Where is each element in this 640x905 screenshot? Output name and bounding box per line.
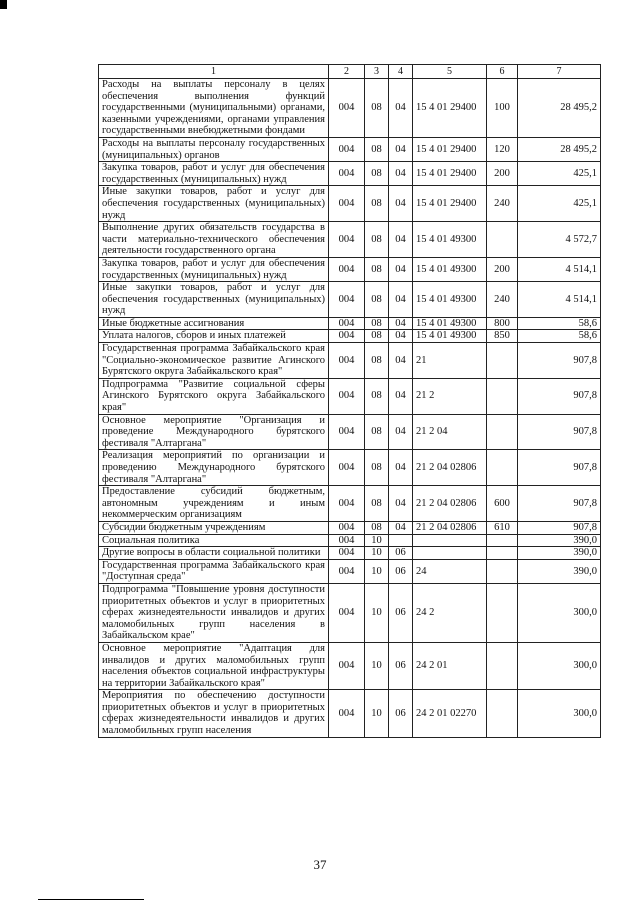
amount-cell: 58,6: [518, 317, 601, 330]
section-cell: 08: [365, 450, 389, 486]
amount-cell: 907,8: [518, 486, 601, 522]
row-name-cell: Мероприятия по обеспечению доступности приоритетных объектов и услуг в приоритетных сферах жизнедеятельности инвалидов и других маломобильных групп населения: [99, 690, 329, 737]
expense-type-cell: [487, 534, 518, 547]
section-cell: 08: [365, 486, 389, 522]
subsection-cell: 04: [389, 450, 413, 486]
header-cell-7: 7: [518, 65, 601, 79]
amount-cell: 907,8: [518, 450, 601, 486]
amount-cell: 28 495,2: [518, 79, 601, 138]
table-row: [99, 642, 601, 689]
row-name-cell: Иные закупки товаров, работ и услуг для обеспечения государственных (муниципальных) нужд: [99, 282, 329, 318]
expense-type-cell: [487, 642, 518, 689]
table-row: [99, 521, 601, 534]
table-row: [99, 343, 601, 379]
table-row: [99, 257, 601, 281]
expense-type-cell: 600: [487, 486, 518, 522]
section-cell: 10: [365, 690, 389, 737]
expense-type-cell: [487, 690, 518, 737]
header-row: [99, 65, 601, 79]
target-item-cell: 15 4 01 29400: [413, 186, 487, 222]
table-row: [99, 137, 601, 161]
subsection-cell: 06: [389, 547, 413, 560]
row-name-cell: Субсидии бюджетным учреждениям: [99, 521, 329, 534]
row-name-cell: Расходы на выплаты персоналу в целях обеспечения выполнения функций государственными (муниципальными) органами, казенными учреждениями, органами управления государственными внебюджетными фондами: [99, 79, 329, 138]
amount-cell: 58,6: [518, 330, 601, 343]
expense-type-cell: [487, 547, 518, 560]
amount-cell: 907,8: [518, 378, 601, 414]
expense-type-cell: 800: [487, 317, 518, 330]
subsection-cell: 04: [389, 521, 413, 534]
section-cell: 10: [365, 547, 389, 560]
ministry-code-cell: 004: [329, 222, 365, 258]
section-cell: 08: [365, 330, 389, 343]
expense-type-cell: 850: [487, 330, 518, 343]
subsection-cell: 04: [389, 330, 413, 343]
section-cell: 08: [365, 137, 389, 161]
subsection-cell: [389, 534, 413, 547]
ministry-code-cell: 004: [329, 378, 365, 414]
expense-type-cell: [487, 343, 518, 379]
ministry-code-cell: 004: [329, 559, 365, 583]
row-name-cell: Государственная программа Забайкальского края "Доступная среда": [99, 559, 329, 583]
ministry-code-cell: 004: [329, 137, 365, 161]
expense-type-cell: 610: [487, 521, 518, 534]
target-item-cell: 21 2 04 02806: [413, 521, 487, 534]
section-cell: 08: [365, 186, 389, 222]
header-cell-5: 5: [413, 65, 487, 79]
subsection-cell: 04: [389, 222, 413, 258]
subsection-cell: 06: [389, 690, 413, 737]
row-name-cell: Государственная программа Забайкальского края "Социально-экономическое развитие Агинского Бурятского округа Забайкальского края": [99, 343, 329, 379]
target-item-cell: 24: [413, 559, 487, 583]
header-cell-6: 6: [487, 65, 518, 79]
section-cell: 10: [365, 642, 389, 689]
amount-cell: 28 495,2: [518, 137, 601, 161]
section-cell: 08: [365, 343, 389, 379]
subsection-cell: 04: [389, 414, 413, 450]
amount-cell: 390,0: [518, 559, 601, 583]
expense-type-cell: 240: [487, 282, 518, 318]
table-row: [99, 79, 601, 138]
table-row: [99, 378, 601, 414]
subsection-cell: 04: [389, 317, 413, 330]
row-name-cell: Реализация мероприятий по организации и проведению Международного бурятского фестиваля "Алтаргана": [99, 450, 329, 486]
ministry-code-cell: 004: [329, 450, 365, 486]
row-name-cell: Иные бюджетные ассигнования: [99, 317, 329, 330]
target-item-cell: 15 4 01 49300: [413, 330, 487, 343]
expense-type-cell: [487, 414, 518, 450]
ministry-code-cell: 004: [329, 162, 365, 186]
row-name-cell: Предоставление субсидий бюджетным, автономным учреждениям и иным некоммерческим организациям: [99, 486, 329, 522]
ministry-code-cell: 004: [329, 690, 365, 737]
section-cell: 08: [365, 222, 389, 258]
ministry-code-cell: 004: [329, 282, 365, 318]
amount-cell: 907,8: [518, 414, 601, 450]
ministry-code-cell: 004: [329, 534, 365, 547]
ministry-code-cell: 004: [329, 521, 365, 534]
ministry-code-cell: 004: [329, 414, 365, 450]
expense-type-cell: [487, 378, 518, 414]
subsection-cell: 04: [389, 378, 413, 414]
table-row: [99, 186, 601, 222]
expense-type-cell: [487, 222, 518, 258]
table-row: [99, 583, 601, 642]
section-cell: 08: [365, 282, 389, 318]
section-cell: 10: [365, 534, 389, 547]
target-item-cell: 24 2 01 02270: [413, 690, 487, 737]
table-row: [99, 162, 601, 186]
section-cell: 08: [365, 79, 389, 138]
ministry-code-cell: 004: [329, 317, 365, 330]
expense-type-cell: [487, 559, 518, 583]
page-number: 37: [313, 857, 327, 872]
ministry-code-cell: 004: [329, 330, 365, 343]
expense-type-cell: 200: [487, 162, 518, 186]
amount-cell: 4 514,1: [518, 257, 601, 281]
expense-type-cell: 120: [487, 137, 518, 161]
ministry-code-cell: 004: [329, 486, 365, 522]
table-row: [99, 222, 601, 258]
row-name-cell: Социальная политика: [99, 534, 329, 547]
amount-cell: 390,0: [518, 547, 601, 560]
ministry-code-cell: 004: [329, 186, 365, 222]
expense-type-cell: [487, 583, 518, 642]
amount-cell: 4 572,7: [518, 222, 601, 258]
target-item-cell: 24 2: [413, 583, 487, 642]
target-item-cell: 21 2: [413, 378, 487, 414]
expense-type-cell: 200: [487, 257, 518, 281]
subsection-cell: 04: [389, 257, 413, 281]
amount-cell: 907,8: [518, 343, 601, 379]
footnote-rule: [38, 899, 144, 900]
table-row: [99, 534, 601, 547]
amount-cell: 300,0: [518, 690, 601, 737]
target-item-cell: 15 4 01 49300: [413, 222, 487, 258]
header-cell-4: 4: [389, 65, 413, 79]
section-cell: 10: [365, 559, 389, 583]
scan-corner-mark: [0, 0, 7, 9]
subsection-cell: 04: [389, 137, 413, 161]
amount-cell: 425,1: [518, 186, 601, 222]
amount-cell: 4 514,1: [518, 282, 601, 318]
header-cell-2: 2: [329, 65, 365, 79]
table-row: [99, 450, 601, 486]
row-name-cell: Уплата налогов, сборов и иных платежей: [99, 330, 329, 343]
budget-table: [98, 64, 601, 738]
section-cell: 08: [365, 521, 389, 534]
amount-cell: 425,1: [518, 162, 601, 186]
amount-cell: 300,0: [518, 583, 601, 642]
ministry-code-cell: 004: [329, 583, 365, 642]
section-cell: 08: [365, 162, 389, 186]
header-cell-3: 3: [365, 65, 389, 79]
subsection-cell: 04: [389, 282, 413, 318]
table-row: [99, 317, 601, 330]
table-row: [99, 486, 601, 522]
target-item-cell: 15 4 01 29400: [413, 162, 487, 186]
table-row: [99, 330, 601, 343]
subsection-cell: 04: [389, 186, 413, 222]
row-name-cell: Иные закупки товаров, работ и услуг для обеспечения государственных (муниципальных) нужд: [99, 186, 329, 222]
target-item-cell: 21 2 04 02806: [413, 450, 487, 486]
target-item-cell: 15 4 01 29400: [413, 79, 487, 138]
row-name-cell: Расходы на выплаты персоналу государственных (муниципальных) органов: [99, 137, 329, 161]
amount-cell: 390,0: [518, 534, 601, 547]
table-row: [99, 559, 601, 583]
table-row: [99, 414, 601, 450]
row-name-cell: Основное мероприятие "Адаптация для инвалидов и других маломобильных групп населения объектов социальной инфраструктуры на территории Забайкальского края": [99, 642, 329, 689]
table-row: [99, 547, 601, 560]
expense-type-cell: 240: [487, 186, 518, 222]
ministry-code-cell: 004: [329, 257, 365, 281]
target-item-cell: [413, 547, 487, 560]
ministry-code-cell: 004: [329, 547, 365, 560]
row-name-cell: Другие вопросы в области социальной политики: [99, 547, 329, 560]
ministry-code-cell: 004: [329, 79, 365, 138]
row-name-cell: Подпрограмма "Развитие социальной сферы Агинского Бурятского округа Забайкальского края": [99, 378, 329, 414]
amount-cell: 907,8: [518, 521, 601, 534]
target-item-cell: [413, 534, 487, 547]
subsection-cell: 06: [389, 583, 413, 642]
subsection-cell: 06: [389, 559, 413, 583]
subsection-cell: 04: [389, 486, 413, 522]
section-cell: 08: [365, 378, 389, 414]
amount-cell: 300,0: [518, 642, 601, 689]
section-cell: 08: [365, 317, 389, 330]
subsection-cell: 04: [389, 343, 413, 379]
target-item-cell: 24 2 01: [413, 642, 487, 689]
table-row: [99, 282, 601, 318]
table-row: [99, 690, 601, 737]
target-item-cell: 15 4 01 49300: [413, 257, 487, 281]
expense-type-cell: 100: [487, 79, 518, 138]
section-cell: 10: [365, 583, 389, 642]
target-item-cell: 21 2 04: [413, 414, 487, 450]
section-cell: 08: [365, 414, 389, 450]
target-item-cell: 15 4 01 49300: [413, 317, 487, 330]
row-name-cell: Закупка товаров, работ и услуг для обеспечения государственных (муниципальных) нужд: [99, 162, 329, 186]
section-cell: 08: [365, 257, 389, 281]
ministry-code-cell: 004: [329, 642, 365, 689]
target-item-cell: 21 2 04 02806: [413, 486, 487, 522]
target-item-cell: 15 4 01 49300: [413, 282, 487, 318]
subsection-cell: 06: [389, 642, 413, 689]
expense-type-cell: [487, 450, 518, 486]
row-name-cell: Выполнение других обязательств государства в части материально-технического обеспечения деятельности государственного органа: [99, 222, 329, 258]
row-name-cell: Закупка товаров, работ и услуг для обеспечения государственных (муниципальных) нужд: [99, 257, 329, 281]
target-item-cell: 15 4 01 29400: [413, 137, 487, 161]
target-item-cell: 21: [413, 343, 487, 379]
row-name-cell: Основное мероприятие "Организация и проведение Международного бурятского фестиваля "Алтаргана": [99, 414, 329, 450]
subsection-cell: 04: [389, 79, 413, 138]
row-name-cell: Подпрограмма "Повышение уровня доступности приоритетных объектов и услуг в приоритетных сферах жизнедеятельности инвалидов и других маломобильных групп населения в Забайкальском крае": [99, 583, 329, 642]
header-cell-1: 1: [99, 65, 329, 79]
subsection-cell: 04: [389, 162, 413, 186]
ministry-code-cell: 004: [329, 343, 365, 379]
